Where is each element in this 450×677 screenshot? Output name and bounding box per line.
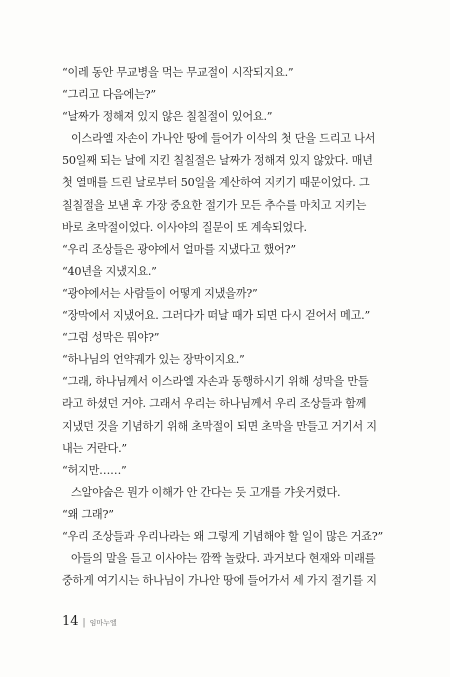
text-line: “왜 그래?” [62,507,114,521]
text-line: 칠칠절을 보낸 후 가장 중요한 절기가 모든 추수를 마치고 지키는 [62,198,367,212]
text-line: 스알야숩은 뭔가 이해가 안 간다는 듯 고개를 갸웃거렸다. [71,485,341,499]
body-text [62,62,392,592]
running-title: 임마누엘 [89,619,117,627]
text-line: 지냈던 것을 기념하기 위해 초막절이 되면 초막을 만들고 거기서 지 [62,419,377,433]
text-line: 라고 하셨던 거야. 그래서 우리는 하나님께서 우리 조상들과 함께 [62,397,367,411]
text-line: “그리고 다음에는?” [62,88,156,102]
text-line: “우리 조상들과 우리나라는 왜 그렇게 기념해야 할 일이 많은 거죠?” [62,529,383,543]
text-line: “광야에서는 사람들이 어떻게 지냈을까?” [62,286,258,300]
page-footer [62,614,117,629]
text-line: “40년을 지냈지요.” [62,264,157,278]
text-line: 아들의 말을 듣고 이사야는 깜짝 놀랐다. 과거보다 현재와 미래를 [71,552,376,566]
text-line: 내는 거란다.” [62,441,127,455]
text-line: “날짜가 정해져 있지 않은 칠칠절이 있어요.” [62,110,273,124]
text-line: 바로 초막절이었다. 이사야의 질문이 또 계속되었다. [62,220,307,234]
text-line: 50일째 되는 날에 지킨 칠칠절은 날짜가 정해져 있지 않았다. 매년 [62,154,373,168]
footer-separator: | [82,618,86,628]
text-line: “허지만……” [62,463,127,477]
text-line: 첫 열매를 드린 날로부터 50일을 계산하여 지키기 때문이었다. 그 [62,176,370,190]
text-line: 이스라엘 자손이 가나안 땅에 들어가 이삭의 첫 단을 드리고 나서 [71,132,376,146]
text-line: “그럼 성막은 뭐야?” [62,331,160,345]
text-line: “그래, 하나님께서 이스라엘 자손과 동행하시기 위해 성막을 만들 [62,375,369,389]
text-line: 중하게 여기시는 하나님이 가나안 땅에 들어가서 세 가지 절기를 지 [62,574,377,588]
text-line: “우리 조상들은 광야에서 얼마를 지냈다고 했어?” [62,242,296,256]
text-line: “하나님의 언약궤가 있는 장막이지요.” [62,353,245,367]
text-line: “장막에서 지냈어요. 그러다가 떠날 때가 되면 다시 걷어서 메고.” [62,309,370,323]
page-number: 14 [62,614,79,629]
text-line: “이레 동안 무교병을 먹는 무교절이 시작되지요.” [62,66,294,79]
